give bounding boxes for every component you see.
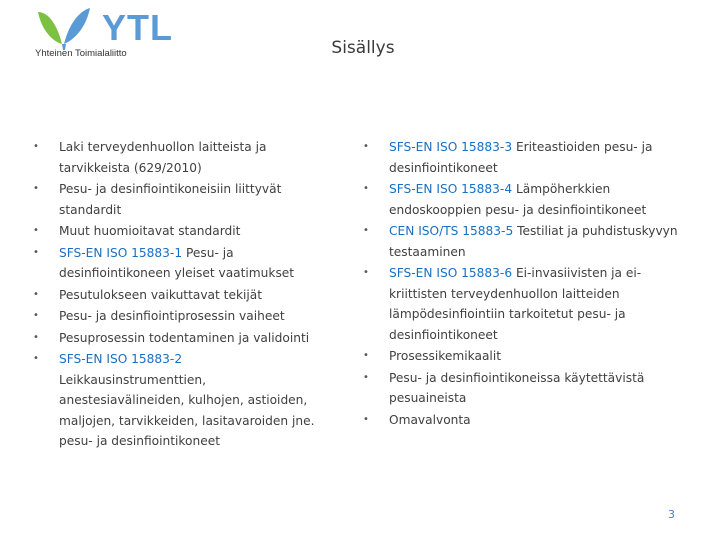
bullet-icon: • (363, 371, 369, 383)
list-item-text: Prosessikemikaalit (389, 349, 501, 363)
ytl-logo (32, 6, 172, 62)
bullet-icon: • (33, 331, 39, 343)
bullet-icon: • (33, 246, 39, 258)
page-number: 3 (668, 508, 675, 521)
bullet-icon: • (363, 350, 369, 361)
list-item (363, 137, 689, 178)
bullet-icon: • (33, 353, 39, 364)
bullet-icon: • (33, 310, 39, 321)
logo-subtitle: Yhteinen Toimialaliitto (35, 48, 127, 59)
list-item-text: Pesu- ja desinfiointikoneen yleiset vaatimukset (59, 245, 295, 280)
bullet-icon: • (33, 225, 39, 236)
standard-code: SFS-EN ISO 15883-1 (59, 245, 183, 260)
standard-code: CEN ISO/TS 15883-5 (389, 224, 514, 238)
bullet-icon: • (33, 141, 39, 152)
bullet-icon: • (363, 413, 369, 425)
leaf-logo-icon (32, 6, 100, 50)
list-item (33, 137, 331, 178)
list-item (363, 221, 689, 262)
list-item-text: Eriteastioiden pesu- ja desinfiointikoneet (389, 140, 653, 175)
list-item (33, 285, 331, 306)
list-item (363, 368, 689, 409)
standard-code: SFS-EN ISO 15883-6 (389, 266, 513, 280)
logo-text: YTL (102, 7, 173, 48)
list-item-text: Laki terveydenhuollon laitteista ja tarvikkeista (629/2010) (59, 140, 267, 175)
list-item (363, 346, 689, 367)
list-item-text: Pesutulokseen vaikuttavat tekijät (59, 287, 263, 302)
list-item-text: Pesu- ja desinfiointiprosessin vaiheet (59, 309, 285, 323)
bullet-icon: • (363, 141, 369, 152)
bullet-icon: • (363, 267, 369, 278)
list-item-text: Lämpöherkkien endoskooppien pesu- ja desinfiointikoneet (389, 182, 647, 217)
list-item-text: Muut huomioitavat standardit (59, 224, 241, 238)
bullet-icon: • (33, 183, 39, 194)
bullet-icon: • (363, 183, 369, 194)
list-item (33, 243, 331, 284)
list-item (363, 179, 689, 220)
standard-code: SFS-EN ISO 15883-4 (389, 182, 513, 196)
bullet-icon: • (363, 225, 369, 236)
bullet-icon: • (33, 288, 39, 300)
list-item (33, 179, 331, 220)
list-item-text: Leikkausinstrumenttien, anestesiavälineiden, kulhojen, astioiden, maljojen, tarvikkeiden, lasitavaroiden jne. pesu- ja desinfiointikoneet (59, 372, 315, 448)
list-item (363, 263, 689, 345)
list-item-text: Pesu- ja desinfiointikoneisiin liittyvät standardit (59, 182, 282, 217)
list-item-text: Testiliat ja puhdistuskyvyn testaaminen (389, 224, 678, 259)
list-item-text: Ei-invasiivisten ja ei-kriittisten terveydenhuollon laitteiden lämpödesinfiointiin tarkoitetut pesu- ja desinfiointikoneet (389, 266, 642, 342)
list-item (33, 306, 331, 327)
page-title: Sisällys (331, 38, 395, 58)
list-item-text: Pesu- ja desinfiointikoneissa käytettävistä pesuaineista (389, 370, 645, 405)
standard-code: SFS-EN ISO 15883-2 (59, 352, 183, 366)
list-item-text: Pesuprosessin todentaminen ja validointi (59, 330, 310, 345)
left-contents-list (33, 137, 331, 453)
list-item (33, 221, 331, 242)
right-contents-list (363, 137, 689, 431)
list-item (363, 410, 689, 431)
list-item (33, 349, 331, 452)
list-item (33, 328, 331, 349)
list-item-text: Omavalvonta (389, 412, 471, 427)
standard-code: SFS-EN ISO 15883-3 (389, 140, 513, 154)
